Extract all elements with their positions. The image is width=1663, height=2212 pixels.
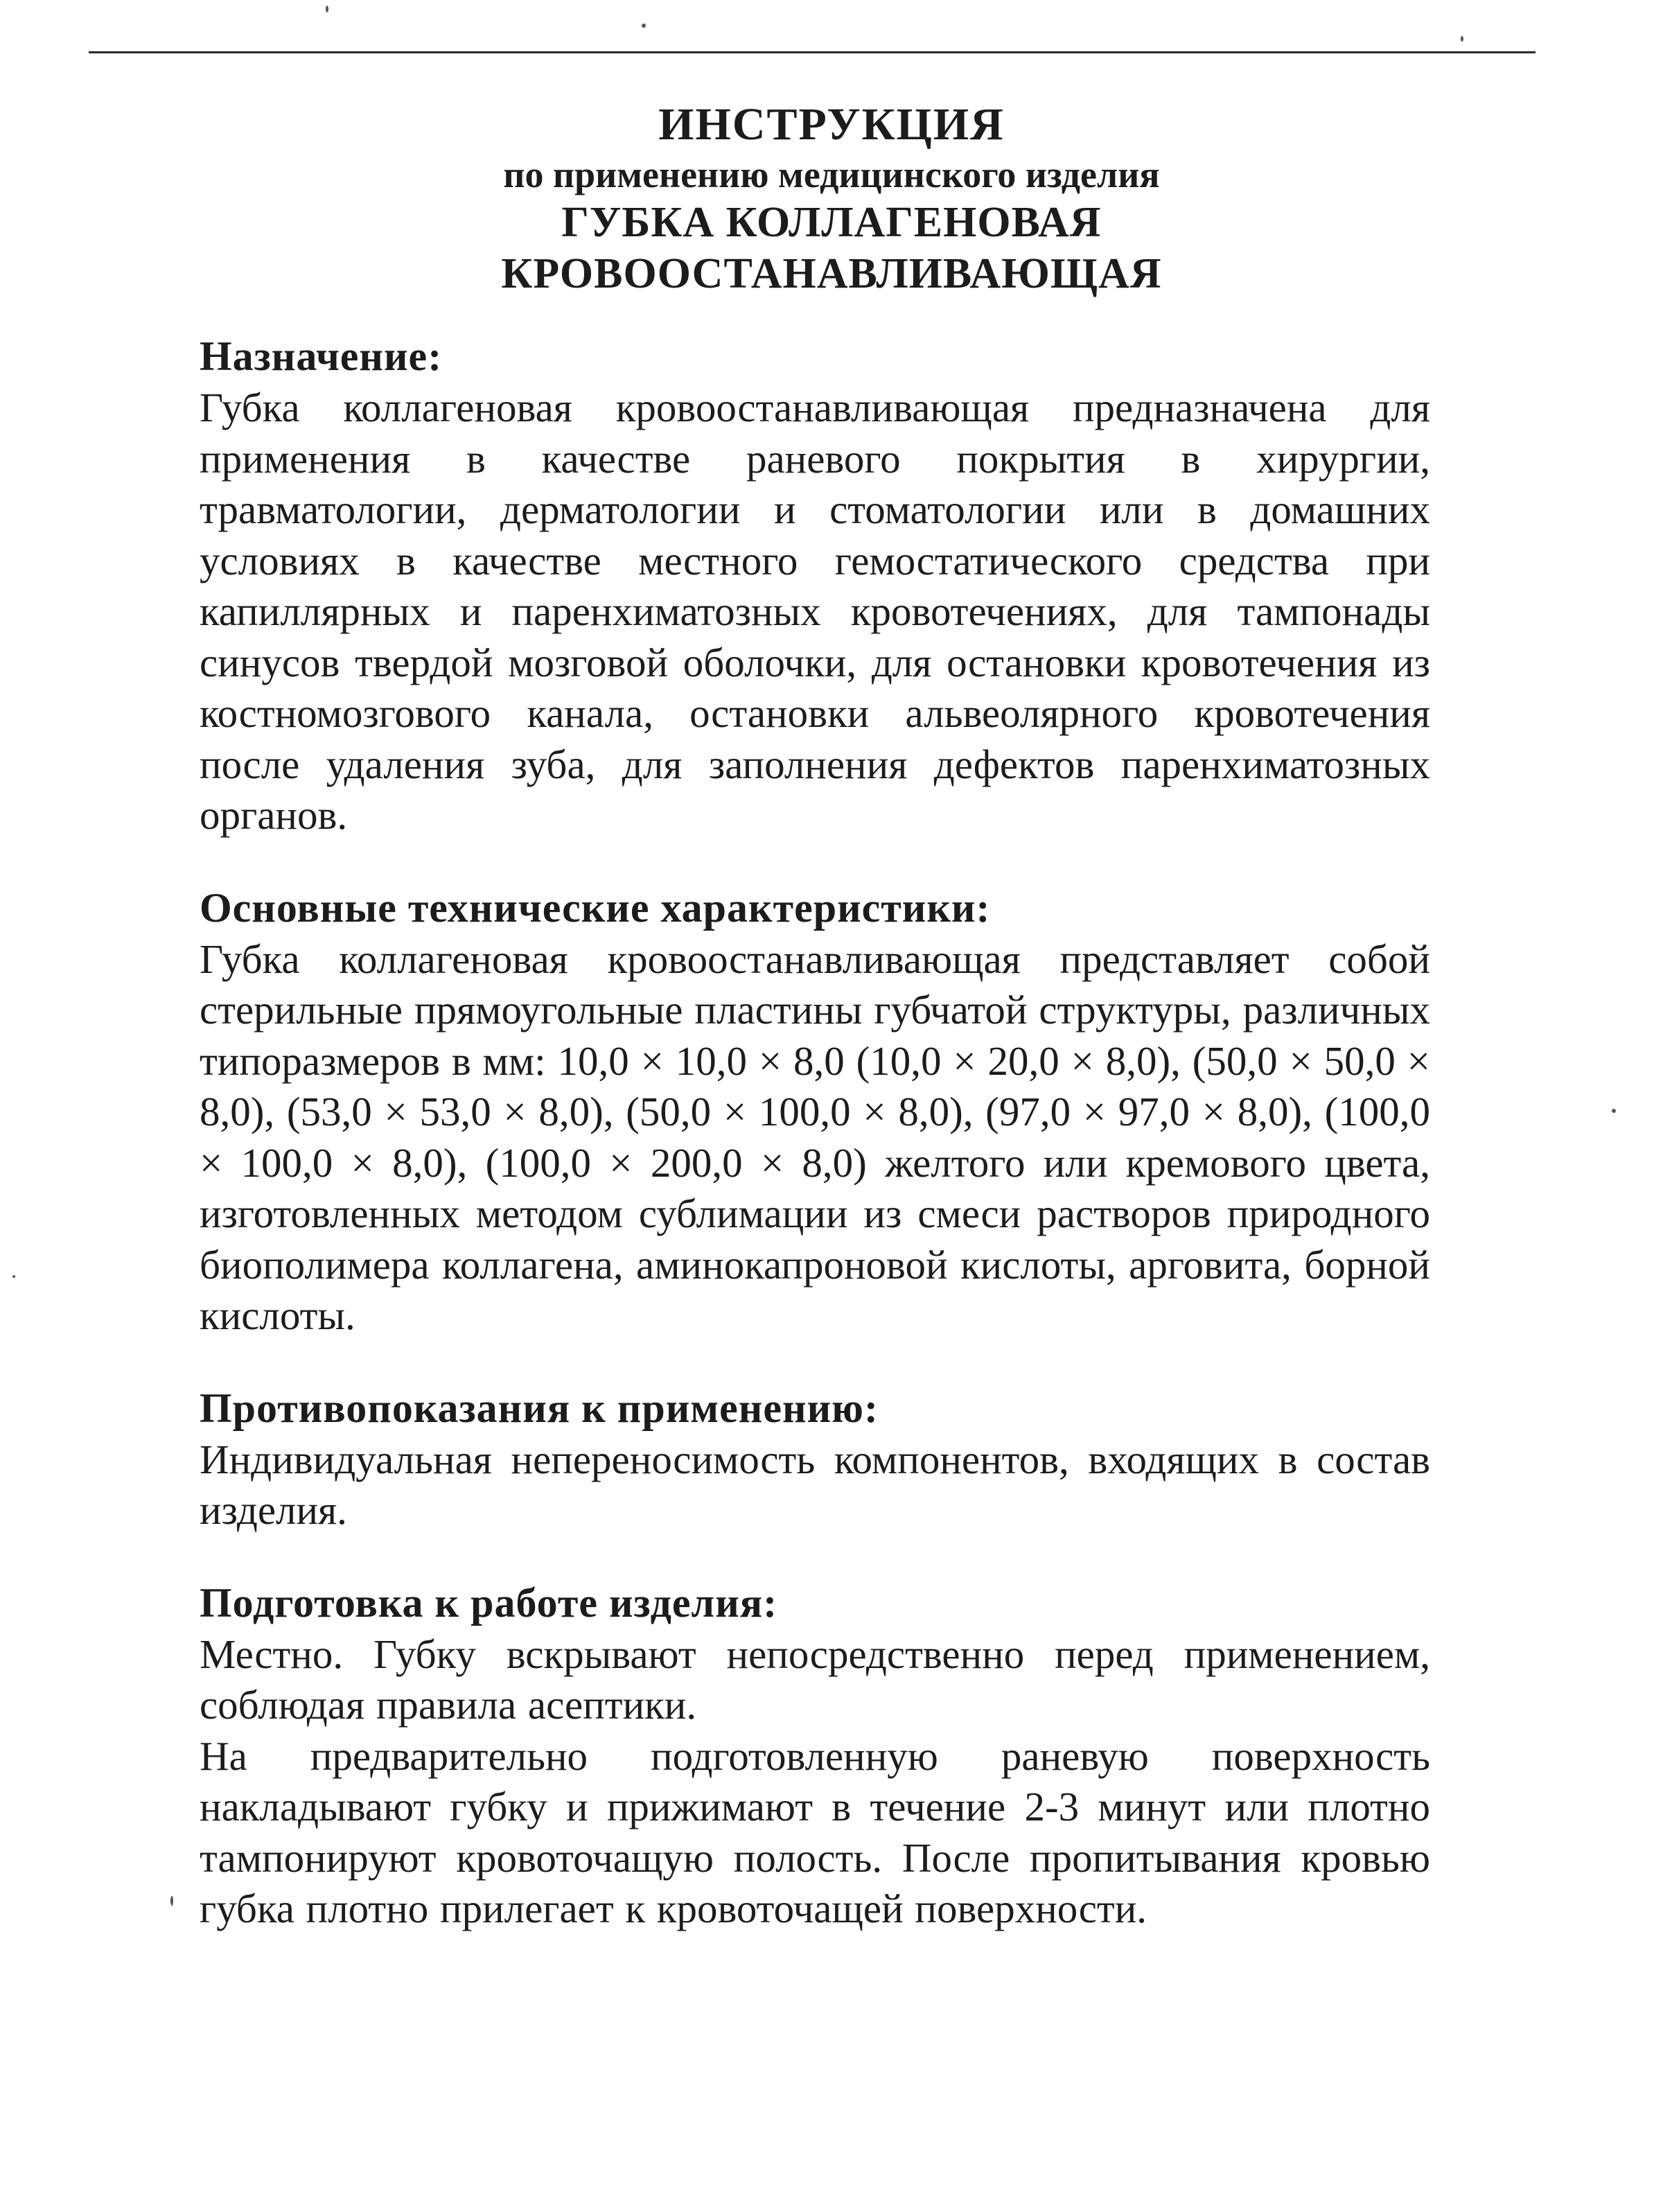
document-body <box>200 330 1430 1975</box>
section-heading: Подготовка к работе изделия: <box>200 1579 778 1626</box>
section-paragraph: На предварительно подготовленную раневую поверхность накладывают губку и прижимают в течение 2-3 минут или плотно тампонируют кровоточащую полость. После пропитывания кровью губка плотно прилегает к кровоточащей поверхности. <box>200 1732 1430 1931</box>
scan-speck <box>170 1896 173 1906</box>
section-technical-characteristics <box>200 881 1430 1342</box>
section-purpose <box>200 330 1430 841</box>
scan-speck <box>12 1275 15 1278</box>
product-name-line-1: ГУБКА КОЛЛАГЕНОВАЯ <box>561 199 1102 246</box>
document-header <box>0 97 1663 299</box>
scan-speck <box>1612 1109 1616 1113</box>
section-paragraph: Индивидуальная непереносимость компонентов, входящих в состав изделия. <box>200 1436 1430 1533</box>
scan-speck <box>1461 36 1463 42</box>
section-heading: Основные технические характеристики: <box>200 884 991 931</box>
scan-speck <box>326 6 328 12</box>
section-paragraph: Местно. Губку вскрывают непосредственно перед применением, соблюдая правила асептики. <box>200 1631 1430 1728</box>
section-paragraph: Губка коллагеновая кровоостанавливающая представляет собой стерильные прямоугольные пластины губчатой структуры, различных типоразмеров в мм: 10,0 × 10,0 × 8,0 (10,0 × 20,0 × 8,0), (50,0 × 50,0 × 8,0), (53,0 × 53,0 × 8,0), (50,0 × 100,0 × 8,0), (97,0 × 97,0 × 8,0), (100,0 × 100,0 × 8,0), (100,0 × 200,0 × 8,0) желтого или кремового цвета, изготовленных методом сублимации из смеси растворов природного биополимера коллагена, аминокапроновой кислоты, арговита, борной кислоты. <box>200 936 1430 1338</box>
product-name-line-2: КРОВООСТАНАВЛИВАЮЩАЯ <box>501 250 1162 297</box>
section-contraindications <box>200 1382 1430 1536</box>
section-paragraph: Губка коллагеновая кровоостанавливающая предназначена для применения в качестве раневого покрытия в хирургии, травматологии, дерматологии и стоматологии или в домашних условиях в качестве местного гемостатического средства при капиллярных и паренхиматозных кровотечениях, для тампонады синусов твердой мозговой оболочки, для остановки кровотечения из костномозгового канала, остановки альвеолярного кровотечения после удаления зуба, для заполнения дефектов паренхиматозных органов. <box>200 385 1430 838</box>
section-heading: Назначение: <box>200 333 443 379</box>
section-heading: Противопоказания к применению: <box>200 1385 879 1431</box>
top-rule <box>89 51 1536 53</box>
scan-speck <box>642 24 646 28</box>
section-preparation <box>200 1577 1430 1935</box>
document-subtitle: по применению медицинского изделия <box>503 154 1160 195</box>
document-title: ИНСТРУКЦИЯ <box>658 99 1005 150</box>
